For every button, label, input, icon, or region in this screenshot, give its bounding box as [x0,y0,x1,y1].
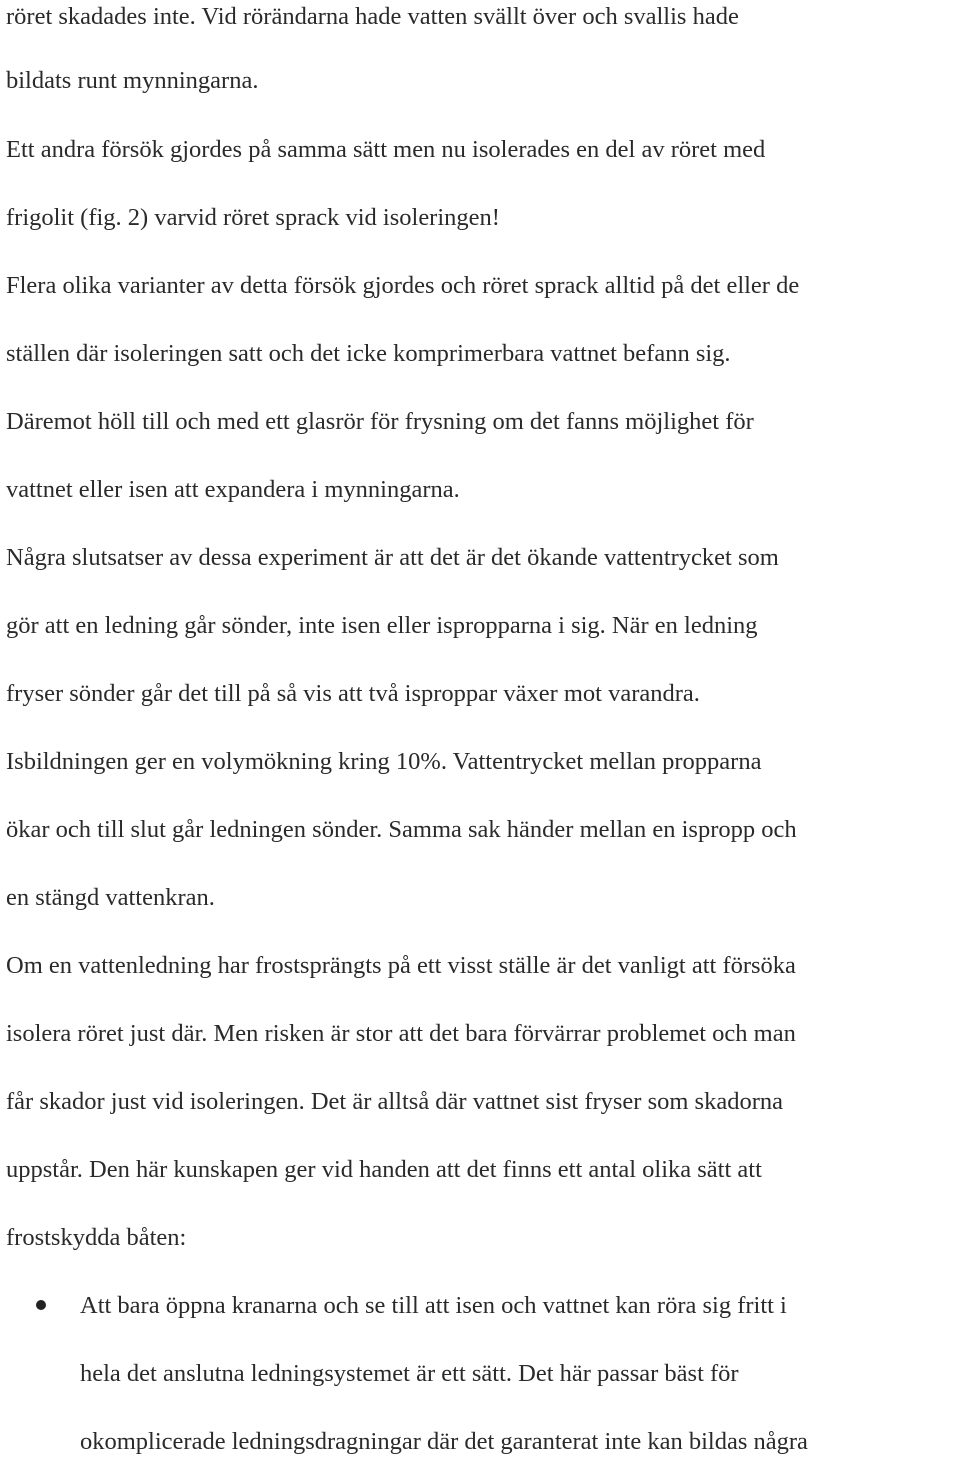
bullet-text-line: hela det anslutna ledningsystemet är ett sätt. Det här passar bäst för [80,1360,739,1387]
text-line: uppstår. Den här kunskapen ger vid handen att det finns ett antal olika sätt att [6,1156,762,1183]
text-line: frigolit (fig. 2) varvid röret sprack vid isoleringen! [6,204,500,231]
text-line: bildats runt mynningarna. [6,67,259,94]
bullet-text-line: okomplicerade ledningsdragningar där det garanterat inte kan bildas några [80,1428,808,1455]
text-line: får skador just vid isoleringen. Det är alltså där vattnet sist fryser som skadorna [6,1088,783,1115]
text-line: en stängd vattenkran. [6,884,215,911]
text-line: Flera olika varianter av detta försök gjordes och röret sprack alltid på det eller de [6,272,800,299]
bullet-icon [36,1300,46,1310]
text-line: gör att en ledning går sönder, inte isen eller ispropparna i sig. När en ledning [6,612,758,639]
text-line: ställen där isoleringen satt och det icke komprimerbara vattnet befann sig. [6,340,731,367]
text-line: vattnet eller isen att expandera i mynningarna. [6,476,460,503]
text-line: frostskydda båten: [6,1224,187,1251]
text-line: röret skadades inte. Vid rörändarna hade vatten svällt över och svallis hade [6,3,739,30]
text-line: Ett andra försök gjordes på samma sätt men nu isolerades en del av röret med [6,136,766,163]
text-line: ökar och till slut går ledningen sönder. Samma sak händer mellan en ispropp och [6,816,797,843]
text-line: Isbildningen ger en volymökning kring 10%. Vattentrycket mellan propparna [6,748,762,775]
text-line: Om en vattenledning har frostsprängts på ett visst ställe är det vanligt att försöka [6,952,796,979]
text-line: isolera röret just där. Men risken är stor att det bara förvärrar problemet och man [6,1020,796,1047]
text-line: Några slutsatser av dessa experiment är att det är det ökande vattentrycket som [6,544,779,571]
text-line: Däremot höll till och med ett glasrör för frysning om det fanns möjlighet för [6,408,754,435]
text-line: fryser sönder går det till på så vis att två isproppar växer mot varandra. [6,680,700,707]
bullet-text-line: Att bara öppna kranarna och se till att isen och vattnet kan röra sig fritt i [80,1292,787,1319]
